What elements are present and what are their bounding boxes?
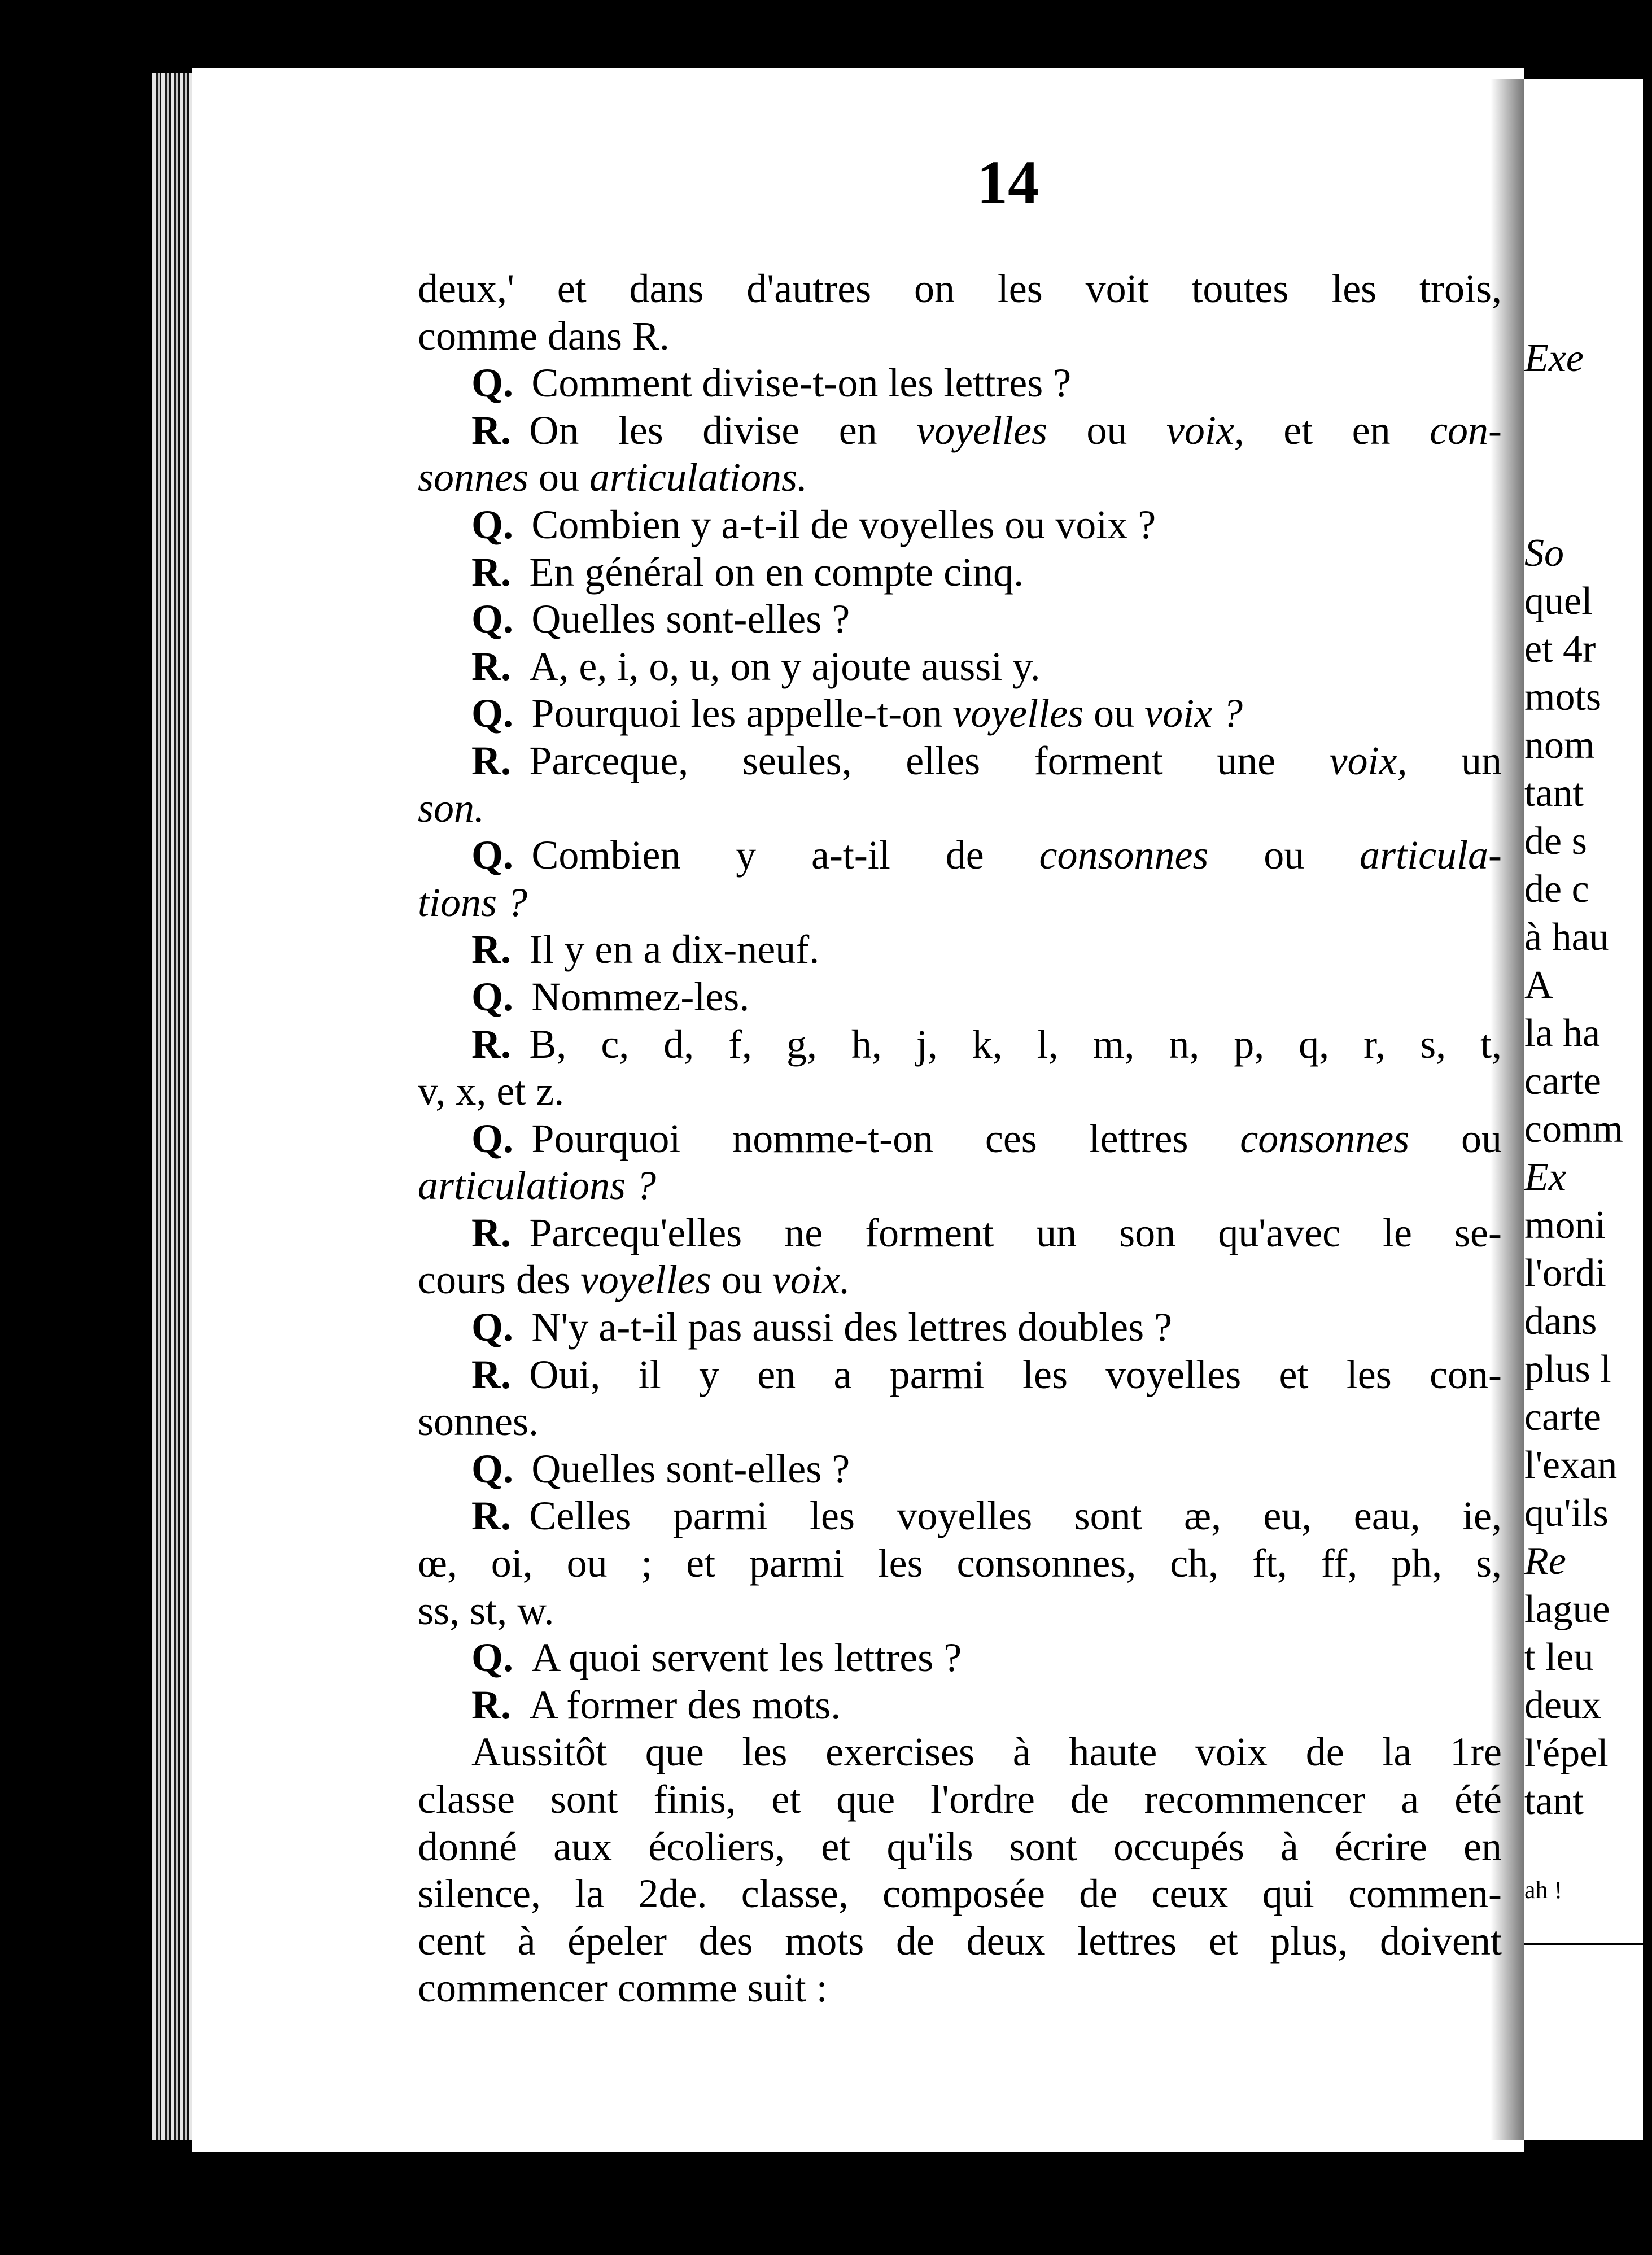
question-label: Q. <box>471 360 514 406</box>
facing-page-text: Re <box>1524 1539 1566 1583</box>
text-run: consonnes <box>1240 1115 1410 1161</box>
text-run: Pourquoi les appelle-t-on <box>531 691 953 736</box>
text-run: ou <box>1208 832 1360 878</box>
facing-page-text: dans <box>1524 1299 1597 1343</box>
text-run: Oui, il y en a parmi les voyelles et les con- <box>529 1351 1502 1397</box>
text-line <box>418 265 1502 313</box>
text-line <box>418 1729 1502 1776</box>
text-run: B, c, d, f, g, h, j, k, l, m, n, p, q, r, s, t, <box>529 1021 1502 1067</box>
text-run: Celles parmi les voyelles sont æ, eu, eau, ie, <box>529 1493 1502 1539</box>
facing-page-text: tant <box>1524 1779 1584 1823</box>
text-run: Quelles sont-elles ? <box>531 596 850 642</box>
facing-page-text: lague <box>1524 1587 1610 1631</box>
facing-page-text: plus l <box>1524 1347 1611 1391</box>
facing-page-text: nom <box>1524 723 1595 767</box>
text-run: commencer comme suit : <box>418 1965 828 2011</box>
facing-page-text: carte <box>1524 1395 1601 1439</box>
text-run: con- <box>1430 407 1502 453</box>
text-line <box>418 1540 1502 1587</box>
text-run: ou <box>711 1257 772 1303</box>
text-run: et en <box>1244 407 1430 453</box>
text-line <box>418 313 1502 360</box>
text-run: Parceque, seules, elles forment une <box>529 738 1330 783</box>
text-run: Pourquoi nomme-t-on ces lettres <box>531 1115 1240 1161</box>
facing-page-text: carte <box>1524 1059 1601 1103</box>
text-line <box>418 974 1502 1021</box>
facing-page-text: moni <box>1524 1203 1606 1247</box>
text-run: En général on en compte cinq. <box>529 549 1024 595</box>
facing-page-rule <box>1524 1943 1643 1945</box>
text-run: voix, <box>1166 407 1244 453</box>
text-run: voix, <box>1329 738 1408 783</box>
question-label: Q. <box>471 691 514 736</box>
question-label: Q. <box>471 1635 514 1681</box>
text-run: Combien y a-t-il de <box>531 832 1039 878</box>
text-run: v, x, et z. <box>418 1068 565 1114</box>
facing-page-text: mots <box>1524 675 1602 719</box>
text-run: Combien y a-t-il de voyelles ou voix ? <box>531 501 1156 547</box>
facing-page-text: l'ordi <box>1524 1251 1606 1295</box>
text-run: articula- <box>1360 832 1502 878</box>
facing-page-text: Ex <box>1524 1155 1566 1199</box>
text-line <box>418 643 1502 691</box>
facing-page-text: de c <box>1524 867 1589 911</box>
facing-page-text: de s <box>1524 819 1587 863</box>
text-run: Quelles sont-elles ? <box>531 1446 850 1491</box>
text-run: silence, la 2de. classe, composée de ceux qui commen- <box>418 1871 1502 1917</box>
text-line <box>418 785 1502 832</box>
text-line <box>418 1115 1502 1163</box>
text-line <box>418 1304 1502 1351</box>
text-line <box>418 1068 1502 1115</box>
book-left-edge <box>152 73 198 2140</box>
text-run: ou <box>1083 691 1145 736</box>
facing-page-text: à hau <box>1524 915 1609 959</box>
text-run: articulations ? <box>418 1163 657 1209</box>
facing-page-text: comm <box>1524 1107 1623 1151</box>
facing-page-text: qu'ils <box>1524 1491 1609 1535</box>
text-run: sonnes <box>418 455 528 500</box>
text-line <box>418 1682 1502 1729</box>
text-run: cours des <box>418 1257 580 1303</box>
text-line <box>418 1587 1502 1635</box>
page-body-text <box>418 265 1502 2012</box>
text-run: son. <box>418 785 485 831</box>
answer-label: R. <box>471 1021 511 1067</box>
text-run: comme dans <box>418 313 632 359</box>
text-run: ou <box>1409 1115 1502 1161</box>
text-line <box>418 926 1502 974</box>
text-line <box>418 1021 1502 1068</box>
facing-page-text: A <box>1524 963 1553 1007</box>
text-line <box>418 1965 1502 2012</box>
text-run: Aussitôt que les exercises à haute voix de la 1re <box>471 1729 1502 1775</box>
answer-label: R. <box>471 927 511 972</box>
text-run: Nommez-les. <box>531 974 750 1019</box>
text-line <box>418 690 1502 738</box>
text-run: cent à épeler des mots de deux lettres et plus, doivent <box>418 1918 1502 1964</box>
text-run: donné aux écoliers, et qu'ils sont occupés à écrire en <box>418 1824 1502 1869</box>
text-run: ou <box>528 455 589 500</box>
question-label: Q. <box>471 832 514 878</box>
text-run: un <box>1407 738 1502 783</box>
facing-page-text: So <box>1524 531 1564 575</box>
text-run: N'y a-t-il pas aussi des lettres doubles ? <box>531 1305 1173 1350</box>
question-label: Q. <box>471 1305 514 1350</box>
text-run: A quoi servent les lettres ? <box>531 1635 962 1681</box>
text-line <box>418 1162 1502 1210</box>
text-line <box>418 454 1502 501</box>
text-run: On les divise en <box>529 407 917 453</box>
facing-page-text: l'épel <box>1524 1731 1609 1775</box>
text-line <box>418 1918 1502 1965</box>
facing-page-text: ah ! <box>1524 1876 1563 1904</box>
facing-page-text: la ha <box>1524 1011 1601 1055</box>
text-run: Il y en a dix-neuf. <box>529 927 820 972</box>
facing-page-fragment <box>1524 79 1643 2140</box>
text-line <box>418 1824 1502 1871</box>
text-run: voix. <box>772 1257 850 1303</box>
text-run: tions ? <box>418 879 528 925</box>
text-line <box>418 1870 1502 1918</box>
text-run: Comment divise-t-on les lettres ? <box>531 360 1072 406</box>
text-line <box>418 1210 1502 1257</box>
question-label: Q. <box>471 1115 514 1161</box>
text-run: sonnes. <box>418 1399 539 1445</box>
text-run: ss, st, w. <box>418 1587 554 1633</box>
text-line <box>418 1446 1502 1493</box>
text-run: voix ? <box>1144 691 1243 736</box>
text-run: œ, oi, ou ; et parmi les consonnes, ch, ft, ff, ph, s, <box>418 1541 1502 1586</box>
answer-label: R. <box>471 1351 511 1397</box>
question-label: Q. <box>471 1446 514 1491</box>
text-run: classe sont finis, et que l'ordre de recommencer a été <box>418 1777 1502 1822</box>
text-line <box>418 596 1502 643</box>
text-line <box>418 1776 1502 1824</box>
text-run: voyelles <box>580 1257 711 1303</box>
answer-label: R. <box>471 1682 511 1728</box>
text-line <box>418 501 1502 549</box>
text-run: voyelles <box>916 407 1047 453</box>
text-run: articulations. <box>589 455 808 500</box>
answer-label: R. <box>471 643 511 689</box>
facing-page-text: quel <box>1524 579 1593 623</box>
facing-page-text: Exe <box>1524 337 1584 380</box>
facing-page-text: t leu <box>1524 1635 1594 1679</box>
question-label: Q. <box>471 501 514 547</box>
page-number: 14 <box>977 148 1039 217</box>
text-line <box>418 832 1502 879</box>
question-label: Q. <box>471 596 514 642</box>
text-run: A, e, i, o, u, on y ajoute aussi y. <box>529 643 1041 689</box>
text-line <box>418 1634 1502 1682</box>
answer-label: R. <box>471 1493 511 1539</box>
text-line <box>418 407 1502 455</box>
text-run: voyelles <box>952 691 1084 736</box>
answer-label: R. <box>471 1210 511 1255</box>
text-run: R. <box>632 313 670 359</box>
text-run: deux,' et dans d'autres on les voit toutes les trois, <box>418 266 1502 311</box>
text-run: ou <box>1047 407 1166 453</box>
text-run: Parcequ'elles ne forment un son qu'avec le se- <box>529 1210 1502 1255</box>
question-label: Q. <box>471 974 514 1019</box>
answer-label: R. <box>471 549 511 595</box>
text-run: A former des mots. <box>529 1682 841 1728</box>
facing-page-text: deux <box>1524 1683 1602 1727</box>
facing-page-text: et 4r <box>1524 627 1596 671</box>
text-line <box>418 549 1502 596</box>
text-line <box>418 1398 1502 1446</box>
answer-label: R. <box>471 407 511 453</box>
text-run: consonnes <box>1039 832 1209 878</box>
text-line <box>418 738 1502 785</box>
facing-page-text: tant <box>1524 771 1584 815</box>
text-line <box>418 1493 1502 1540</box>
text-line <box>418 360 1502 407</box>
answer-label: R. <box>471 738 511 783</box>
facing-page-text: l'exan <box>1524 1443 1618 1487</box>
text-line <box>418 879 1502 927</box>
text-line <box>418 1257 1502 1304</box>
text-line <box>418 1351 1502 1399</box>
